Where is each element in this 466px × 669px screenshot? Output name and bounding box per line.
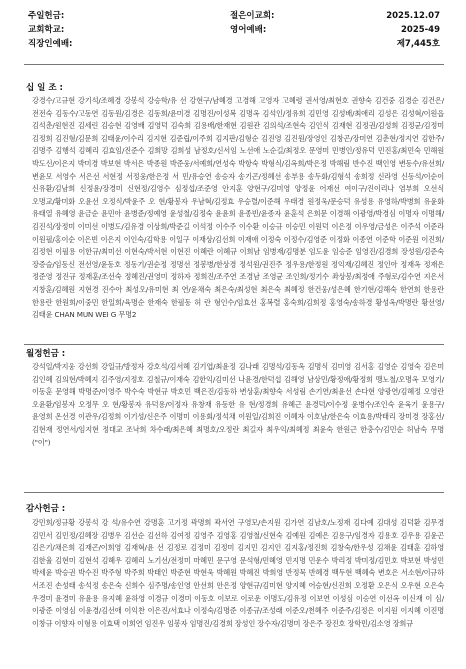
gratitude-offering-section-title: 감사헌금 : (26, 504, 66, 514)
divider (24, 344, 444, 345)
monthly-offering-section-title: 월정헌금 : (26, 349, 66, 359)
tithe-section-title: 십 일 조 : (26, 83, 63, 93)
bulletin-header (0, 0, 466, 66)
header-issue-number: 제7,445호 (396, 39, 440, 49)
header-label-youth-church: 절은이교회: (230, 11, 275, 21)
header-label-english-service: 영어예배: (230, 25, 267, 35)
header-date: 2025.12.07 (386, 11, 440, 21)
divider (24, 64, 444, 65)
tithe-donor-list: 강경수/고규현 강기석/조혜경 강봉석 강승학/유 선 강현구/남혜경 고경해 고영자 고혜령 권서영/최현호 권향숙 김건중 김경순 김건은/전전숙 김동수/고동연 김동원/김경은 김동희/윤미경 김명진/이성복 김명옥 김석인/정유희 김민영 김성배/최애리 김성은 김성혁/이원읍 김석춘/원현진 김세린 김승현 김영배 김영덕 김숙희 김용배/한재현 김원관 김의석/조현숙 김인식 김재현 김정권/김성희 김정균/김정미 김정희 김진형/김문희 김태윤/이수리 김지현 김준립/이주희 김지판/김형순 김진영 김진원/장영인 김창곤/장미연 김춘현/정지연 김한주/김명주 김행석 김혜리 김효임/진준수 김희망 김희성 남정호/신서임 노선애 노순길/최정오 문영미 민병인/정유덕 민진홍/최민숙 민해원 박도신/이은지 박미경 박보현 박서은 박종원 박준웅/서예희/연성숙 박항숙 박형식/김옥희/박은정 박해림 반수진 백인영 변동수/유선희/변윤모 서영수 서은선 서현정 서정웅/한은정 서 민/유승연 송승자 송기곤/정혜선 송부용 송두화/김형석 송희정 신라영 신동석/이순이 신유환/김남희 신정윤/장경미 신현정/김영수 심정섭/조준영 안지훈 양현구/김미영 양정윤 어재선 여이구/진이리나 염부희 오선식 오명교/황미화 오윤선 오정식/박윤주 오 현/황봉자 우남혁/김정효 우승렬/이준해 우태경 원정욱/문승덕 유성용 유영하/박병희 유윤화 유태열 유혜영 윤금순 윤민아 윤병준/정예영 윤성철/김정숙 윤윤희 윤종빈/윤종자 윤훈석 은희문 이경해 이광영/박경심 이명자 이명해/김진석/장정미 이미선 이병도/김유경 이상희/박준길 이석정 이수주 이수환 이승규 이승민 이원덕 이은정 이우영/금성은 이주석 이준라 이원필/홍이순 이은빈 이은지 이인숙/김학용 이일구 이재상/김선희 이재애 이정숙 이정수/김영준 이정화 이종연 이준학 이준원 이진희/김정현 이필용 이한규/최미선 이현숙/박서현 이현진 이혜란 이혜규 이희남 임병재/김명분 임도윤 임승준 임영진/김경희 장성원/김준숙 장증슬/임동신 전선영/윤동호 정동기/권순정 정명선 정봉병/한상경 정석원/권진주 정우용/한정원 정익재/김혜진 정인아 정재옥 정재은 정준영 정진규 정재훈/조선숙 정혜진/권영미 정하자 정희진/조주연 조경남 조영균 조인희/정기수 좌상봉/최정애 주형로/김수연 지은서 지창훈/김혜원 지현경 진수아 최성오/유미현 최 연/윤채숙 최은숙/최성현 최은숙 최혜정 한건웅/성은혜 한기현/김해숙 한연희 한용란 한용란 한원희/이중민 한일희/육명순 한재숙 한필동 허 란 형인수/임효선 홍복렬 홍숙희/김희정 홍영숙/송하경 황성옥/박명란 황선영/김태윤 CHAN MUN WEI G 무명2 (32, 96, 444, 320)
divider (24, 492, 444, 493)
header-issue-code: 2025-49 (400, 25, 440, 35)
monthly-offering-donor-list: 강석일/박지웅 강선희 강일규/방정자 강호석/김서혜 김기엽/최윤정 김나래 김명석/김동옥 김명식 김미영 김서홍 김영순 김영숙 김은미 김인혜 김의현/박혜지 김주영/지정호 김철규/이재숙 김한익/김미선 나윤경/한덕섭 김해영 남상민/황정애/황정희 맹노철/오명옥 모영기/이동훈 문영해 박명준/이영주 박수숙 박현규 박호민 백은진/김동하 변상훈/최향숙 서성림 손기연/최윤선 손다현 양광연/김혜정 오영란 오윤환/임봉자 오정무 오 현/황봉자 유덕용/이정자 유창재 유동한 유 현/정경희 유혜근 윤경덕/이수정 윤병수/조인숙 윤육기 윤용구/윤영희 온선경 이관우/김정희 이기성/신은주 이명미 이용회/정석채 이원일/김희진 이혜자 이호남/한은숙 이효용/박태리 장미경 장홍선/김현재 정연서/임지현 정대교 조낙희 차수래/최은혜 최명호/오정란 최길자 최우익/최혜정 최윤숙 한원근 한충수/김민순 허남숙 무명("이") (32, 362, 444, 447)
header-label-church-school: 교회학교: (28, 25, 65, 35)
header-label-workers-service: 직장인예배: (28, 39, 73, 49)
gratitude-offering-donor-list: 강민희/정규황 강봉석 강 석/유수연 강명훈 고기정 곽명희 곽서연 구영모/손지원 김가연 김남호/노정재 김다예 김대성 김덕환 김무경 김민서 김민정/김혜장 김병우 김선순 김선하 김여정 김영주 김영홍 김영철/신현숙 김예원 김예은 김용구/임경자 김용호 김우용 김윤곤 김은기/채은희 김재곤/이희영 김재혁/윤 선 김정로 김정미 김정미 김지민 김지인 김지홍/정진희 김창숙/한우성 김채윤 김태훈 김하영 김한율 김현미 김현석 김혜우 김혜리 노기선/전정미 마혜민 문구영 문석형/민혜영 민지명 민운수 박리정 박미정/김민호 박보현 박성민 박세윤 박승권 박수진 박주형 박주희 박태인 박준현 박현욱 박혜원 박혜진 박희영 반정묵 반혜경 백두현 백혜숙 변호은 서소현/이규하 서조진 손성태 송석정 송은숙 신희수 심주명/송인영 안선희 안은정 양현규/김미현 양지혜 어승현/신진희 오정환 오은식 오우현 오은숙 우경미 윤경미 유윤용 유지혜 윤하영 이경규 이경미 이동호 이보로 이로운 이명도/김유정 이보연 이성심 이승연 이선옥 이신재 이 심/이광준 이영심 이윤경/김선애 이익찬 이은진/서효나 이정숙/김명준 이종규/조성래 이준오/천혜주 이준주/김정은 이지원 이지혜 이진명 이창규 이향자 이형용 이효택 이희연 임진우 임봉자 임명진/김경희 장성인 장수자/김명미 장은주 장진호 장학민/김소영 장희규 (32, 518, 444, 628)
header-label-sunday-offering: 주일헌금: (28, 11, 65, 21)
